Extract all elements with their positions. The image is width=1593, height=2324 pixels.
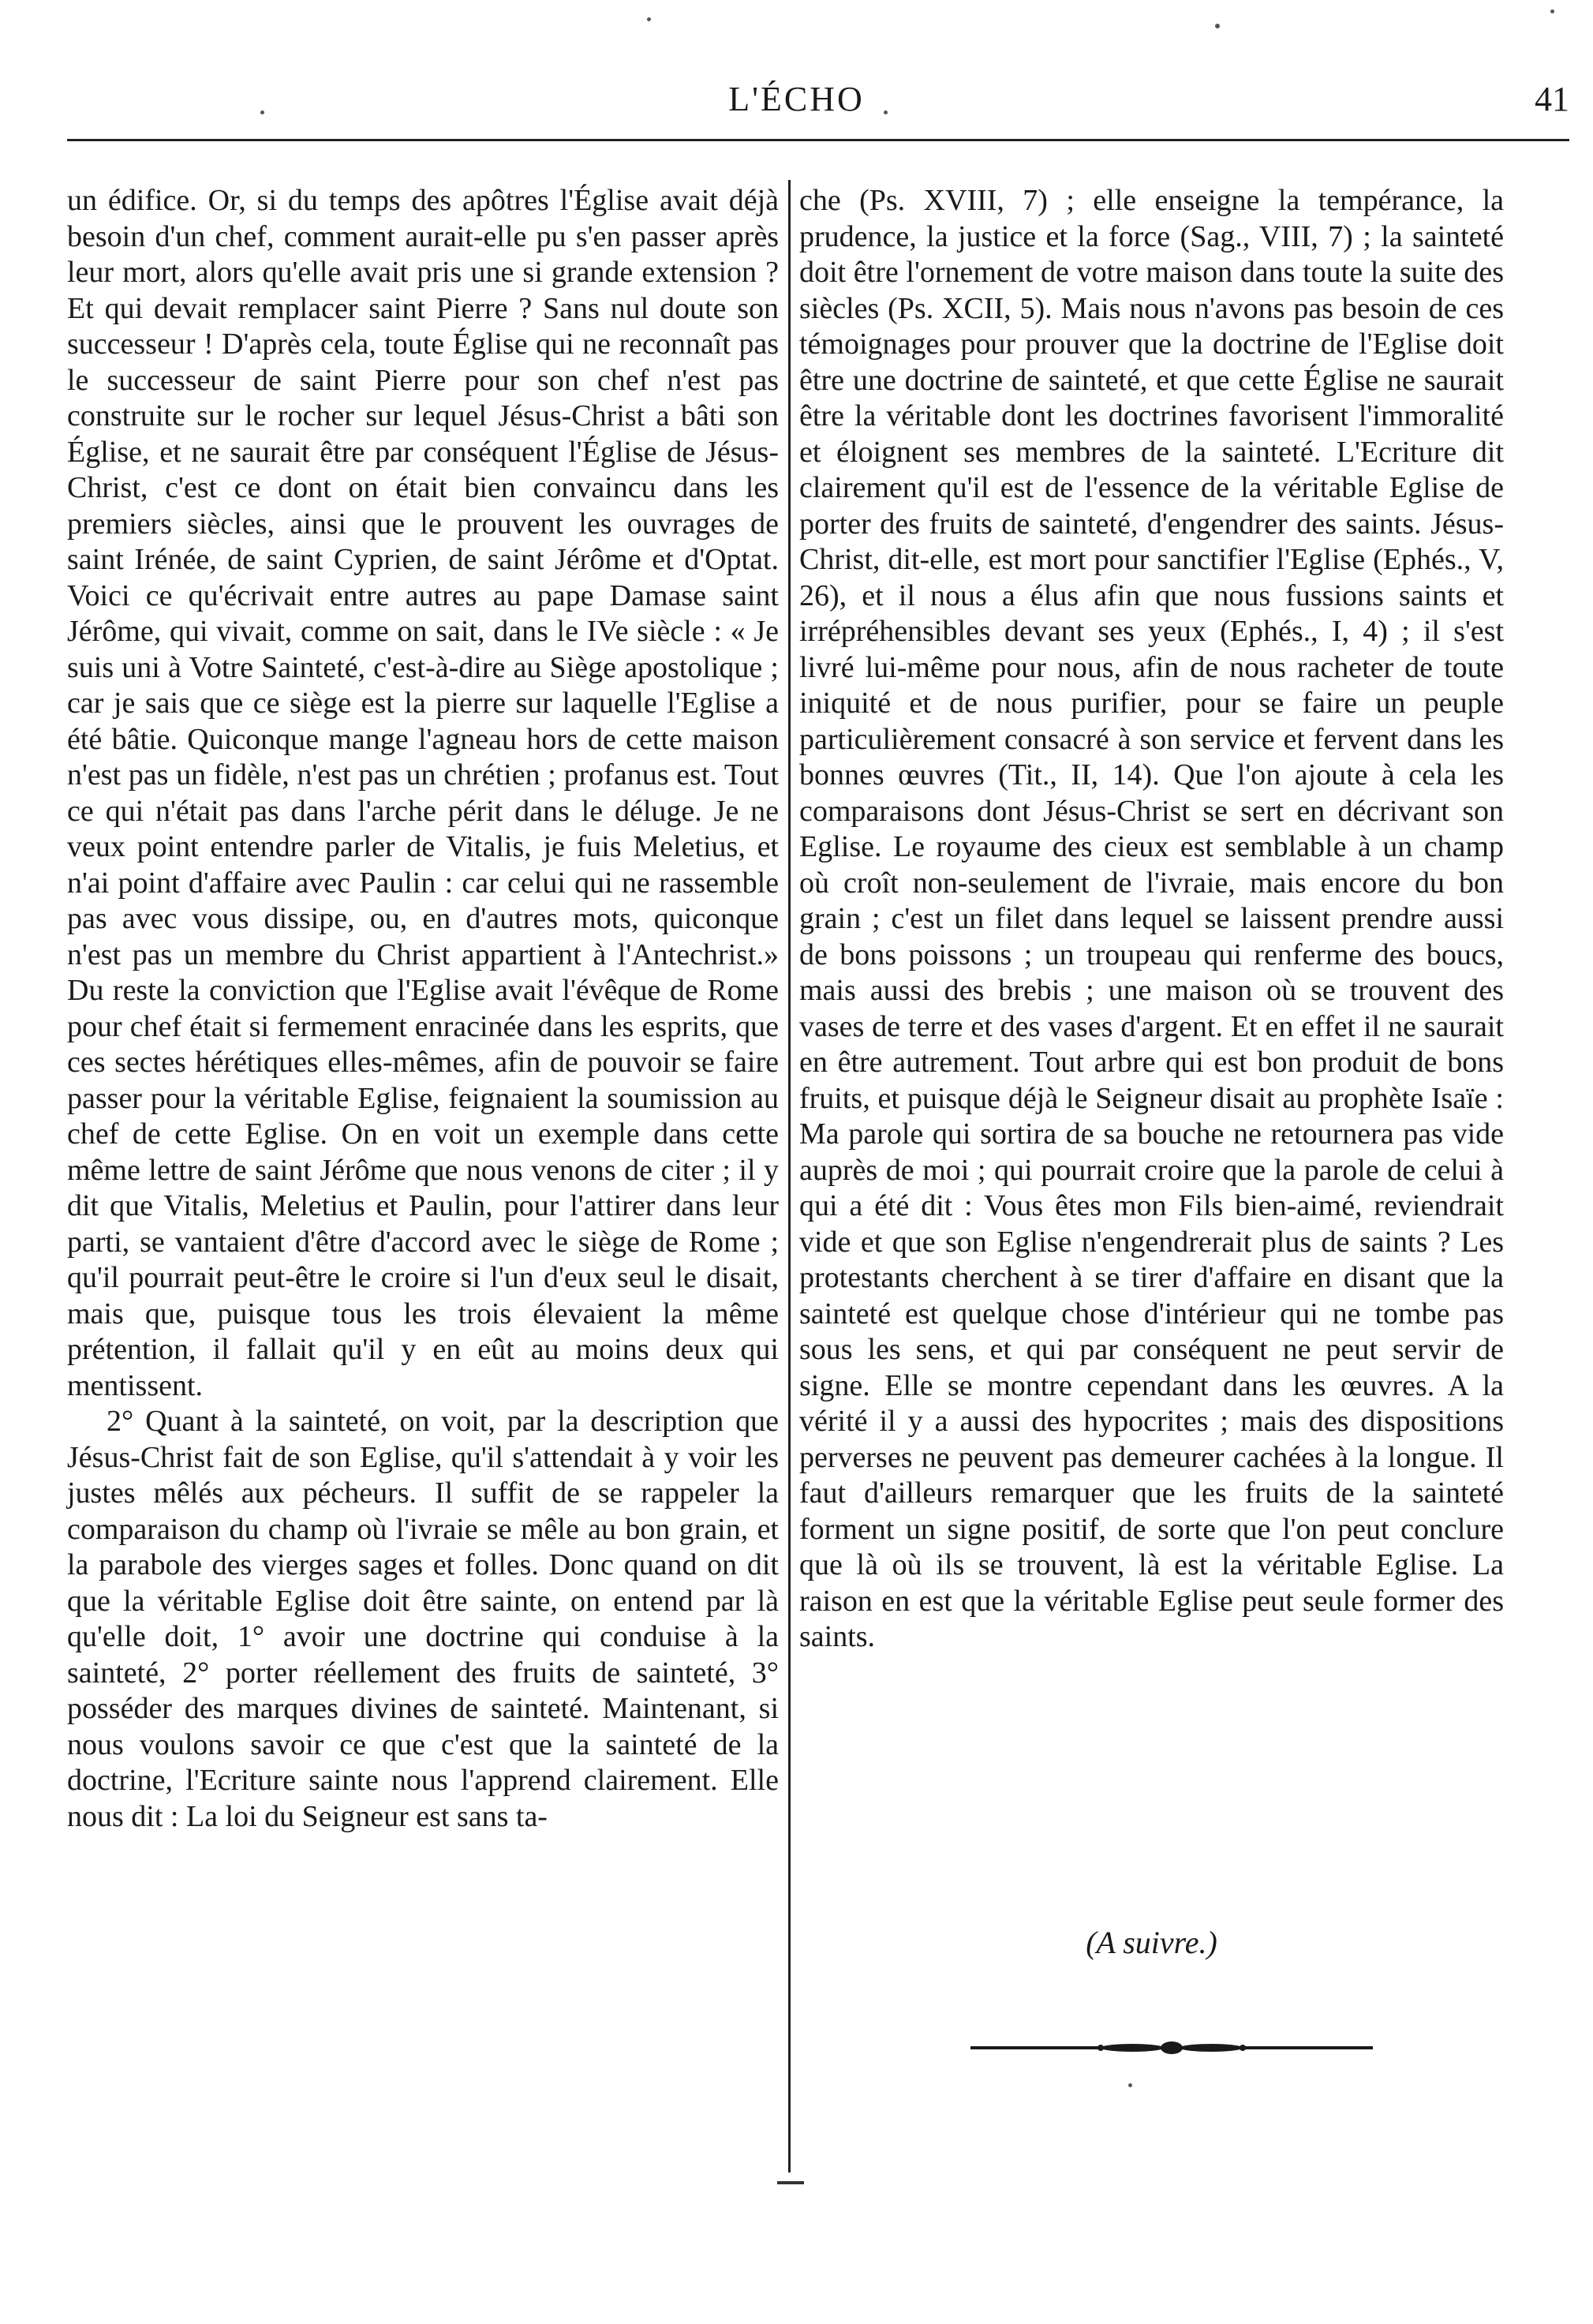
speck-mark xyxy=(647,17,651,21)
page-number: 41 xyxy=(1535,80,1569,118)
column-divider xyxy=(788,180,791,2172)
right-column xyxy=(799,183,1504,1656)
speck-mark xyxy=(884,110,888,114)
speck-mark xyxy=(1128,2083,1132,2087)
paragraph-holiness: che (Ps. XVIII, 7) ; elle enseigne la tempérance, la prudence, la justice et la force (Sag., VIII, 7) ; la sainteté doit être l'ornement de votre maison dans toute la suite des siècles (Ps. XCII, 5). Mais nous n'avons pas besoin de ces témoignages pour prouver que la doctrine de l'Eglise doit être une doctrine de sainteté, et que cette Église ne saurait être la véritable dont les doctrines favorisent l'immoralité et éloignent ses membres de la sainteté. L'Ecriture dit clairement qu'il est de l'essence de la véritable Eglise de porter des fruits de sainteté, d'engendrer des saints. Jésus-Christ, dit-elle, est mort pour sanctifier l'Eglise (Ephés., V, 26), et il nous a élus afin que nous fussions saints et irrépréhensibles devant ses yeux (Ephés., I, 4) ; il s'est livré lui-même pour nous, afin de nous racheter de toute iniquité et de nous purifier, pour se faire un peuple particulièrement consacré à son service et fervent dans les bonnes œuvres (Tit., II, 14). Que l'on ajoute à cela les comparaisons dont Jésus-Christ se sert en décrivant son Eglise. Le royaume des cieux est semblable à un champ où croît non-seulement de l'ivraie, mais encore du bon grain ; c'est un filet dans lequel se laissent prendre aussi de bons poissons ; un troupeau qui renferme des boucs, mais aussi des brebis ; une maison où se trouvent des vases de terre et des vases d'argent. Et en effet il ne saurait en être autrement. Tout arbre qui est bon produit de bons fruits, et puisque déjà le Seigneur disait au prophète Isaïe : Ma parole qui sortira de sa bouche ne retournera pas vide auprès de moi ; qui pourrait croire que la parole de celui à qui a été dit : Vous êtes mon Fils bien-aimé, reviendrait vide et que son Eglise n'engendrerait plus de saints ? Les protestants cherchent à se tirer d'affaire en disant que la sainteté est quelque chose d'intérieur qui ne tombe pas sous les sens, et qui par conséquent ne peut servir de signe. Elle se montre cependant dans les œuvres. A la vérité il y a aussi des hypocrites ; mais des dispositions perverses ne peuvent pas demeurer cachées à la longue. Il faut d'ailleurs remarquer que les fruits de la sainteté forment un signe positif, de sorte que l'on peut conclure que là où ils se trouvent, là est la véritable Eglise. La raison en est que la véritable Eglise peut seule former des saints. xyxy=(799,184,1504,1653)
paragraph-continuation: un édifice. Or, si du temps des apôtres l'Église avait déjà besoin d'un chef, comment aurait-elle pu s'en passer après leur mort, alors qu'elle avait pris une si grande extension ? Et qui devait remplacer saint Pierre ? Sans nul doute son successeur ! D'après cela, toute Église qui ne reconnaît pas le successeur de saint Pierre pour son chef n'est pas construite sur le rocher sur lequel Jésus-Christ a bâti son Église, et ne saurait être par conséquent l'Église de Jésus-Christ, c'est ce dont on était bien convaincu dans les premiers siècles, ainsi que le prouvent les ouvrages de saint Irénée, de saint Cyprien, de saint Jérôme et d'Optat. Voici ce qu'écrivait entre autres au pape Damase saint Jérôme, qui vivait, comme on sait, dans le IVe siècle : « Je suis uni à Votre Sainteté, c'est-à-dire au Siège apostolique ; car je sais que ce siège est la pierre sur laquelle l'Eglise a été bâtie. Quiconque mange l'agneau hors de cette maison n'est pas un fidèle, n'est pas un chrétien ; profanus est. Tout ce qui n'était pas dans l'arche périt dans le déluge. Je ne veux point entendre parler de Vitalis, je fuis Meletius, et n'ai point d'affaire avec Paulin : car celui qui ne rassemble pas avec vous dissipe, ou, en d'autres mots, quiconque n'est pas un membre du Christ appartient à l'Antechrist.» Du reste la conviction que l'Eglise avait l'évêque de Rome pour chef était si fermement enracinée dans les esprits, que ces sectes hérétiques elles-mêmes, afin de pouvoir se faire passer pour la véritable Eglise, feignaient la soumission au chef de cette Eglise. On en voit un exemple dans cette même lettre de saint Jérôme que nous venons de citer ; il y dit que Vitalis, Meletius et Paulin, pour l'attirer dans leur parti, se vantaient d'être d'accord avec le siège de Rome ; qu'il pourrait peut-être le croire si l'un d'eux seul le disait, mais que, puisque tous les trois élevaient la même prétention, il fallait qu'il y en eût au moins deux qui mentissent. xyxy=(67,184,779,1402)
header-rule xyxy=(67,139,1569,141)
to-be-continued: (A suivre.) xyxy=(1086,1925,1217,1960)
speck-mark xyxy=(1550,9,1554,13)
running-head xyxy=(0,79,1593,126)
journal-title: L'ÉCHO xyxy=(728,80,865,118)
speck-mark xyxy=(260,110,264,114)
signature-mark xyxy=(777,2181,804,2184)
left-column xyxy=(67,183,779,1835)
end-ornament xyxy=(970,2040,1373,2056)
paragraph-saintete: 2° Quant à la sainteté, on voit, par la description que Jésus-Christ fait de son Eglise, qu'il s'attendait à y voir les justes mêlés aux pécheurs. Il suffit de se rappeler la comparaison du champ où l'ivraie se mêle au bon grain, et la parabole des vierges sages et folles. Donc quand on dit que la véritable Eglise doit être sainte, on entend par là qu'elle doit, 1° avoir une doctrine qui conduise à la sainteté, 2° porter réellement des fruits de sainteté, 3° posséder des marques divines de sainteté. Maintenant, si nous voulons savoir ce que c'est que la sainteté de la doctrine, l'Ecriture sainte nous l'apprend clairement. Elle nous dit : La loi du Seigneur est sans ta- xyxy=(67,1405,779,1833)
speck-mark xyxy=(1215,24,1220,28)
